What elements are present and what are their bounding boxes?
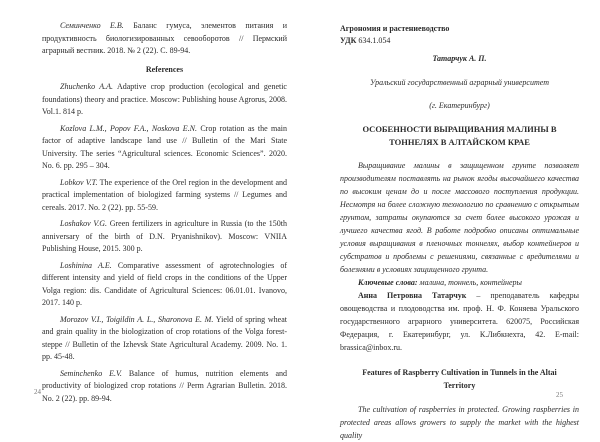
- keywords-list: малина, тоннель, контейнеры: [417, 278, 522, 287]
- reference-text: Crop rotation as the main factor of adaptive landscape land use // Bulletin of the Mari State University. The series “Agricultural sciences. Economic Sciences”. 2020. No. 6. pp. 295 – 304.: [42, 123, 287, 170]
- page-number-right: 25: [556, 391, 563, 399]
- city: (г. Екатеринбург): [429, 101, 490, 110]
- reference-entry: [42, 20, 287, 58]
- udc-line: [340, 35, 579, 47]
- reference-author-name: Loshinina A.E.: [60, 260, 112, 270]
- reference-text: The experience of the Orel region in the development and practical implementation of biologized farming systems // Legumes and cereals. 2017. No. 2 (22). pp. 55-59.: [42, 177, 288, 212]
- reference-entry: [42, 314, 287, 364]
- reference-author-name: Zhuchenko A.A.: [60, 82, 114, 91]
- reference-author-name: Morozov V.I., Toigildin A. L., Sharonova E. M.: [60, 314, 214, 324]
- keywords-label: Ключевые слова:: [358, 278, 418, 287]
- left-page: [42, 20, 287, 409]
- references-heading: References: [145, 64, 184, 74]
- reference-entry: [42, 123, 287, 173]
- right-page: [340, 23, 579, 442]
- article-title-en: Features of Raspberry Cultivation in Tunnels in the Altai Territory: [362, 368, 557, 390]
- keywords-line: [340, 276, 579, 289]
- bio-text: – преподаватель кафедры овощеводства и плодоводства им. проф. Н. Ф. Коняева Уральского государственного аграрного университета. 620075, Российская Федерация, г. Екатеринбург, ул. К.Либкнехта, 42. E-mail: brassica@inbox.ru.: [340, 291, 579, 352]
- bio-name: Анна Петровна Татарчук: [358, 291, 467, 300]
- reference-author-name: Kozlova L.M., Popov F.A., Noskova E.N.: [60, 123, 197, 133]
- page-number-left: 24: [34, 388, 41, 396]
- reference-entry: [42, 218, 287, 256]
- reference-entry: [42, 368, 287, 406]
- reference-text: Balance of humus, nutrition elements and productivity of biologized crop rotations // Perm Agrarian Bulletin. 2018. No. 2 (22). pp. 89-94.: [42, 368, 287, 403]
- reference-entry: [42, 177, 287, 215]
- author-bio: [340, 289, 579, 354]
- reference-text: Баланс гумуса, элементов питания и продуктивность биологизированных севооборотов // Пермский аграрный вестник. 2018. № 2 (22). С. 89-94.: [42, 21, 287, 55]
- reference-text: Comparative assessment of agrotechnologies of different intensity and yield of field crops in the conditions of the Upper Volga region: dis. Candidate of Agricultural Sciences: 06.01.01. Ivanovo, 2017. 140 p.: [42, 260, 287, 307]
- section-label: Агрономия и растениеводство: [340, 24, 450, 33]
- reference-text: Adaptive crop production (ecological and genetic foundations) theory and practice. Moscow: Publishing house Agrorus, 2008. Vol.1. 814 p.: [42, 82, 287, 116]
- affiliation: Уральский государственный аграрный университет: [370, 78, 549, 87]
- reference-author-name: Loshakov V.G.: [60, 219, 108, 228]
- reference-author-name: Семинченко Е.В.: [60, 21, 124, 30]
- udc-value: 634.1.054: [358, 36, 391, 45]
- article-author: Татарчук А. П.: [432, 54, 487, 63]
- abstract-en: The cultivation of raspberries in protected. Growing raspberries in protected areas allows growers to supply the market with the highest quality: [340, 405, 579, 440]
- reference-entry: [42, 81, 287, 119]
- abstract-ru: Выращивание малины в защищенном грунте позволяет производителям поставлять на рынок ягоды высочайшего качества по высоким ценам до и после массового поступления продукции. Несмотря на более сложную технологию по сравнению с открытым грунтом, затраты окупаются за счет более высокого урожая и лучшего качества ягод. В работе подробно описаны оптимальные условия выращивания в пленочных тоннелях, выбор контейнеров и субстратов и проблемы с решениями, связанные с вредителями и болезнями в условиях защищенного грунта.: [340, 161, 579, 274]
- reference-text: Green fertilizers in agriculture in Russia (to the 150th anniversary of the birth of D.N. Pryanishnikov). Moscow: VNIIA Publishing House, 2015. 300 p.: [42, 219, 287, 253]
- article-title-ru: ОСОБЕННОСТИ ВЫРАЩИВАНИЯ МАЛИНЫ В ТОННЕЛЯХ В АЛТАЙСКОМ КРАЕ: [362, 124, 557, 147]
- reference-text: Yield of spring wheat and grain quality in the biologization of crop rotations of the Volga forest-steppe // Bulletin of the Izhevsk State Agricultural Academy. 2009. No. 1. pp. 45-48.: [42, 314, 287, 361]
- reference-entry: [42, 260, 287, 310]
- udc-label: УДК: [340, 36, 357, 45]
- reference-author-name: Seminchenko E.V.: [60, 368, 122, 378]
- reference-author-name: Lobkov V.T.: [60, 177, 98, 187]
